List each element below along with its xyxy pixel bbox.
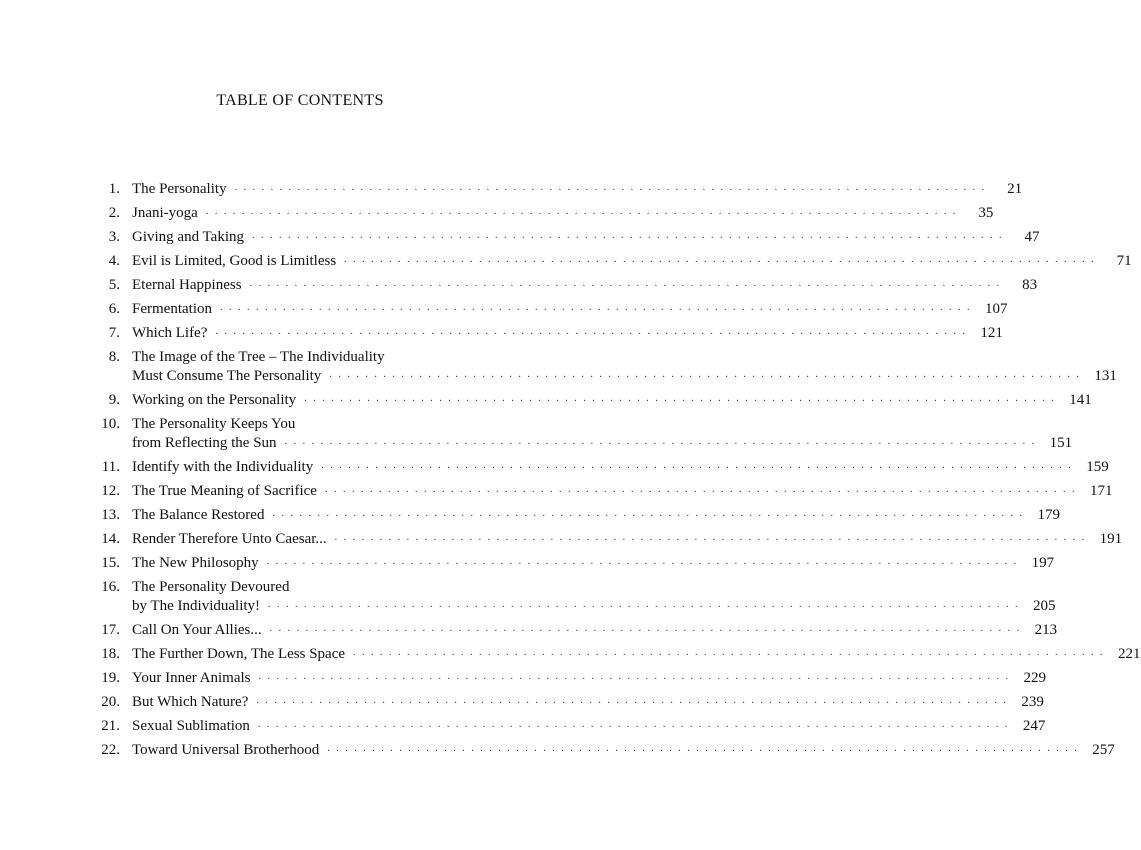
chapter-title: Toward Universal Brotherhood bbox=[132, 742, 320, 758]
chapter-body bbox=[132, 324, 1003, 344]
dot-leader bbox=[329, 365, 1081, 384]
page-number: 35 bbox=[978, 205, 994, 221]
chapter-line bbox=[132, 597, 1056, 617]
toc-entry bbox=[88, 456, 1109, 480]
page-number: 83 bbox=[1022, 277, 1038, 293]
chapter-line bbox=[132, 645, 1141, 665]
chapter-title: The Image of the Tree – The Individuality bbox=[132, 349, 385, 365]
chapter-number: 21. bbox=[101, 718, 120, 734]
dot-leader bbox=[235, 178, 987, 197]
chapter-number: 10. bbox=[101, 416, 120, 432]
page-number: 141 bbox=[1069, 392, 1092, 408]
dot-leader bbox=[250, 274, 1002, 293]
dot-leader bbox=[267, 552, 1019, 571]
chapter-number: 13. bbox=[101, 507, 120, 523]
page-number: 21 bbox=[1007, 181, 1023, 197]
chapter-title: Jnani-yoga bbox=[132, 205, 198, 221]
chapter-number: 14. bbox=[101, 531, 120, 547]
chapter-title: The Personality Keeps You bbox=[132, 416, 296, 432]
dot-leader bbox=[270, 619, 1022, 638]
chapter-number: 5. bbox=[108, 277, 120, 293]
chapter-title: Identify with the Individuality bbox=[132, 459, 314, 475]
toc-entry bbox=[88, 504, 1060, 528]
dot-leader bbox=[256, 691, 1008, 710]
toc-entry bbox=[88, 643, 1141, 667]
chapter-title: But Which Nature? bbox=[132, 694, 249, 710]
chapter-body bbox=[132, 180, 1022, 200]
toc-entry bbox=[88, 413, 1073, 456]
toc-entry bbox=[88, 667, 1046, 691]
toc-entry bbox=[88, 298, 1008, 322]
chapter-title: The Personality bbox=[132, 181, 227, 197]
toc-entry bbox=[88, 178, 1023, 202]
chapter-title: Your Inner Animals bbox=[132, 670, 251, 686]
chapter-title: The Further Down, The Less Space bbox=[132, 646, 346, 662]
chapter-body bbox=[132, 391, 1092, 411]
chapter-line bbox=[132, 204, 993, 224]
chapter-title: Giving and Taking bbox=[132, 229, 244, 245]
chapter-line bbox=[132, 324, 1003, 344]
dot-leader bbox=[325, 480, 1077, 499]
page-number: 121 bbox=[980, 325, 1003, 341]
chapter-body bbox=[132, 276, 1037, 296]
toc-entry bbox=[88, 480, 1113, 504]
chapter-line bbox=[132, 367, 1117, 387]
chapter-body bbox=[132, 506, 1060, 526]
toc-entry bbox=[88, 202, 994, 226]
page-number: 179 bbox=[1037, 507, 1060, 523]
toc-entry bbox=[88, 552, 1055, 576]
toc-entry bbox=[88, 226, 1040, 250]
chapter-title: The Personality Devoured bbox=[132, 579, 290, 595]
dot-leader bbox=[268, 595, 1020, 614]
chapter-body bbox=[132, 621, 1057, 641]
toc-entry bbox=[88, 274, 1038, 298]
page-number: 221 bbox=[1118, 646, 1141, 662]
page-number: 107 bbox=[984, 301, 1008, 317]
chapter-number: 15. bbox=[101, 555, 120, 571]
chapter-body bbox=[132, 482, 1112, 502]
chapter-body bbox=[132, 578, 1056, 617]
chapter-body bbox=[132, 415, 1072, 454]
chapter-line bbox=[132, 554, 1054, 574]
chapter-line bbox=[132, 180, 1022, 200]
chapter-number: 6. bbox=[108, 301, 120, 317]
chapter-number: 4. bbox=[108, 253, 120, 269]
chapter-title: by The Individuality! bbox=[132, 598, 261, 614]
chapter-line bbox=[132, 276, 1037, 296]
chapter-number: 2. bbox=[108, 205, 120, 221]
dot-leader bbox=[258, 715, 1010, 734]
chapter-line bbox=[132, 530, 1122, 550]
chapter-line bbox=[132, 228, 1040, 248]
chapter-title: Call On Your Allies... bbox=[132, 622, 262, 638]
chapter-line bbox=[132, 506, 1060, 526]
page-number: 213 bbox=[1034, 622, 1058, 638]
chapter-number: 8. bbox=[108, 349, 120, 365]
chapter-number: 1. bbox=[108, 181, 120, 197]
chapter-body bbox=[132, 530, 1122, 550]
chapter-title: Eternal Happiness bbox=[132, 277, 242, 293]
chapter-title: Working on the Personality bbox=[132, 392, 297, 408]
chapter-body bbox=[132, 458, 1109, 478]
chapter-body bbox=[132, 693, 1044, 713]
chapter-number: 9. bbox=[108, 392, 120, 408]
page-title: TABLE OF CONTENTS bbox=[216, 92, 384, 109]
toc-entry bbox=[88, 739, 1115, 763]
chapter-body bbox=[132, 348, 1117, 387]
chapter-title: Sexual Sublimation bbox=[132, 718, 250, 734]
toc-entry bbox=[88, 250, 1132, 274]
page-number: 247 bbox=[1022, 718, 1046, 734]
chapter-number: 7. bbox=[108, 325, 120, 341]
toc-entry bbox=[88, 576, 1056, 619]
toc-entry bbox=[88, 619, 1058, 643]
page-number: 171 bbox=[1089, 483, 1113, 499]
chapter-number: 16. bbox=[101, 579, 120, 595]
dot-leader bbox=[335, 528, 1087, 547]
page-number: 205 bbox=[1033, 598, 1056, 614]
chapter-number: 11. bbox=[101, 459, 120, 475]
toc-entry bbox=[88, 715, 1046, 739]
chapter-body bbox=[132, 252, 1132, 272]
dot-leader bbox=[252, 226, 1004, 245]
chapter-body bbox=[132, 554, 1054, 574]
chapter-number: 12. bbox=[101, 483, 120, 499]
chapter-line bbox=[132, 693, 1044, 713]
chapter-number: 20. bbox=[101, 694, 120, 710]
dot-leader bbox=[215, 322, 967, 341]
chapter-number: 18. bbox=[101, 646, 120, 662]
page-number: 151 bbox=[1049, 435, 1073, 451]
dot-leader bbox=[258, 667, 1010, 686]
dot-leader bbox=[206, 202, 958, 221]
chapter-line bbox=[132, 621, 1057, 641]
chapter-number: 3. bbox=[108, 229, 120, 245]
chapter-title: Evil is Limited, Good is Limitless bbox=[132, 253, 337, 269]
chapter-title: Render Therefore Unto Caesar... bbox=[132, 531, 327, 547]
chapter-body bbox=[132, 717, 1045, 737]
page-number: 71 bbox=[1116, 253, 1132, 269]
toc-entry bbox=[88, 528, 1123, 552]
chapter-body bbox=[132, 228, 1040, 248]
page-number: 131 bbox=[1094, 368, 1117, 384]
dot-leader bbox=[272, 504, 1024, 523]
chapter-line bbox=[132, 252, 1132, 272]
page-number: 47 bbox=[1024, 229, 1040, 245]
page-number: 229 bbox=[1023, 670, 1046, 686]
dot-leader bbox=[344, 250, 1096, 269]
table-of-contents bbox=[88, 178, 1141, 763]
chapter-title: The New Philosophy bbox=[132, 555, 259, 571]
chapter-line bbox=[132, 391, 1092, 411]
chapter-number: 22. bbox=[101, 742, 120, 758]
toc-entry bbox=[88, 691, 1044, 715]
chapter-title: from Reflecting the Sun bbox=[132, 435, 277, 451]
chapter-line bbox=[132, 434, 1072, 454]
chapter-line bbox=[132, 482, 1112, 502]
toc-entry bbox=[88, 322, 1003, 346]
dot-leader bbox=[321, 456, 1073, 475]
toc-entry bbox=[88, 346, 1117, 389]
dot-leader bbox=[304, 389, 1056, 408]
page-number: 239 bbox=[1021, 694, 1044, 710]
chapter-line bbox=[132, 741, 1115, 761]
dot-leader bbox=[353, 643, 1105, 662]
chapter-title: The Balance Restored bbox=[132, 507, 265, 523]
dot-leader bbox=[220, 298, 972, 317]
chapter-number: 17. bbox=[101, 622, 120, 638]
dot-leader bbox=[327, 739, 1079, 758]
page-number: 257 bbox=[1092, 742, 1115, 758]
chapter-line bbox=[132, 717, 1045, 737]
dot-leader bbox=[285, 432, 1037, 451]
toc-entry bbox=[88, 389, 1092, 413]
chapter-number: 19. bbox=[101, 670, 120, 686]
page-number: 159 bbox=[1086, 459, 1109, 475]
chapter-line bbox=[132, 669, 1046, 689]
chapter-title: Fermentation bbox=[132, 301, 212, 317]
chapter-title: Which Life? bbox=[132, 325, 208, 341]
chapter-body bbox=[132, 204, 993, 224]
chapter-body bbox=[132, 741, 1115, 761]
chapter-line bbox=[132, 300, 1007, 320]
page-number: 197 bbox=[1031, 555, 1055, 571]
chapter-body bbox=[132, 645, 1141, 665]
chapter-body bbox=[132, 300, 1007, 320]
page-number: 191 bbox=[1099, 531, 1123, 547]
chapter-title: Must Consume The Personality bbox=[132, 368, 322, 384]
chapter-title: The True Meaning of Sacrifice bbox=[132, 483, 317, 499]
chapter-body bbox=[132, 669, 1046, 689]
chapter-line bbox=[132, 458, 1109, 478]
